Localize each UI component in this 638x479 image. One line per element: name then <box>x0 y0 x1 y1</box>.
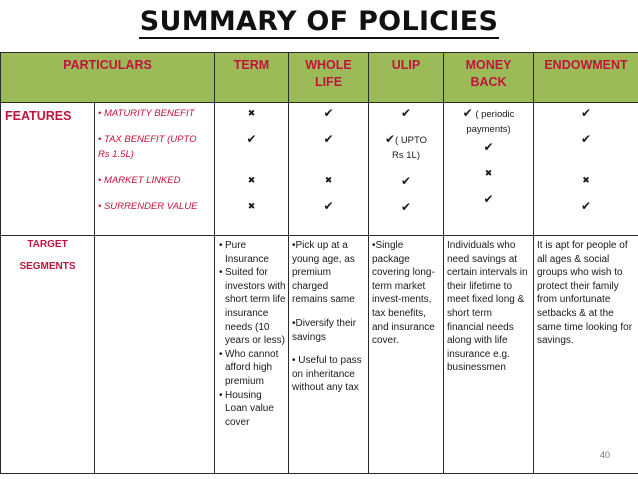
cross-icon: ✖ <box>247 175 256 185</box>
check-icon: ✔ <box>400 174 412 188</box>
check-icon: ✔ <box>323 199 334 213</box>
features-label: FEATURES <box>1 103 95 236</box>
header-whole-life: WHOLE LIFE <box>289 53 369 103</box>
ulip-features <box>369 103 444 236</box>
check-icon: ✔ <box>323 132 334 146</box>
feature-tax-benefit-limit: Rs 1.5L) <box>98 149 134 160</box>
check-icon: ✔ <box>462 106 473 120</box>
term-features <box>215 103 289 236</box>
endowment-target: It is apt for people of all ages & social groups who wish to protect their family from unfortunate setbacks & at the same time looking for savings. <box>534 236 638 474</box>
page-number: 40 <box>599 450 610 460</box>
cross-icon: ✖ <box>247 108 256 118</box>
features-row <box>1 103 638 236</box>
header-term: TERM <box>215 53 289 103</box>
target-empty-cell <box>95 236 215 474</box>
ulip-target: •Single package covering long-term market invest-ments, tax benefits, and insurance cover. <box>369 236 444 474</box>
check-icon: ✔ <box>580 132 592 146</box>
features-list <box>95 103 215 236</box>
check-icon: ✔ <box>323 106 334 120</box>
check-icon: ✔ <box>400 106 412 120</box>
target-segments-row <box>1 236 638 474</box>
ulip-tax-note: ✔( UPTO <box>384 132 428 146</box>
header-particulars: PARTICULARS <box>1 53 215 103</box>
feature-surrender-value: • SURRENDER VALUE <box>98 201 198 212</box>
policy-summary-table <box>0 52 638 474</box>
check-icon: ✔ <box>384 132 396 146</box>
cross-icon: ✖ <box>324 175 333 185</box>
money-back-maturity-note: ✔ ( periodic <box>462 106 515 120</box>
ulip-tax-note-limit: Rs 1L) <box>392 150 420 161</box>
cross-icon: ✖ <box>484 168 493 178</box>
check-icon: ✔ <box>483 140 494 154</box>
feature-maturity-benefit: • MATURITY BENEFIT <box>98 108 195 119</box>
endowment-features <box>534 103 638 236</box>
header-ulip: ULIP <box>369 53 444 103</box>
money-back-target: Individuals who need savings at certain intervals in their lifetime to meet fixed long & short term financial needs along with life insurance e.g. businessmen <box>444 236 534 474</box>
table-header-row <box>1 53 638 103</box>
whole-life-features <box>289 103 369 236</box>
header-money-back: MONEY BACK <box>444 53 534 103</box>
money-back-maturity-note-2: payments) <box>466 124 511 135</box>
page-title: SUMMARY OF POLICIES <box>139 6 499 37</box>
money-back-features <box>444 103 534 236</box>
check-icon: ✔ <box>400 200 412 214</box>
target-segments-label: TARGET SEGMENTS <box>1 236 95 474</box>
feature-tax-benefit: • TAX BENEFIT (UPTO <box>98 134 197 145</box>
check-icon: ✔ <box>483 192 494 206</box>
header-endowment: ENDOWMENT <box>534 53 638 103</box>
check-icon: ✔ <box>246 132 257 146</box>
feature-market-linked: • MARKET LINKED <box>98 175 181 186</box>
term-target: • Pure Insurance • Suited for investors with short term life insurance needs (10 years or less) • Who cannot afford high premium • Housing Loan value cover <box>215 236 289 474</box>
check-icon: ✔ <box>580 199 592 213</box>
cross-icon: ✖ <box>582 175 590 185</box>
check-icon: ✔ <box>580 106 592 120</box>
whole-life-target: •Pick up at a young age, as premium charged remains same •Diversify their savings • Useful to pass on inheritance without any tax <box>289 236 369 474</box>
cross-icon: ✖ <box>247 201 256 211</box>
